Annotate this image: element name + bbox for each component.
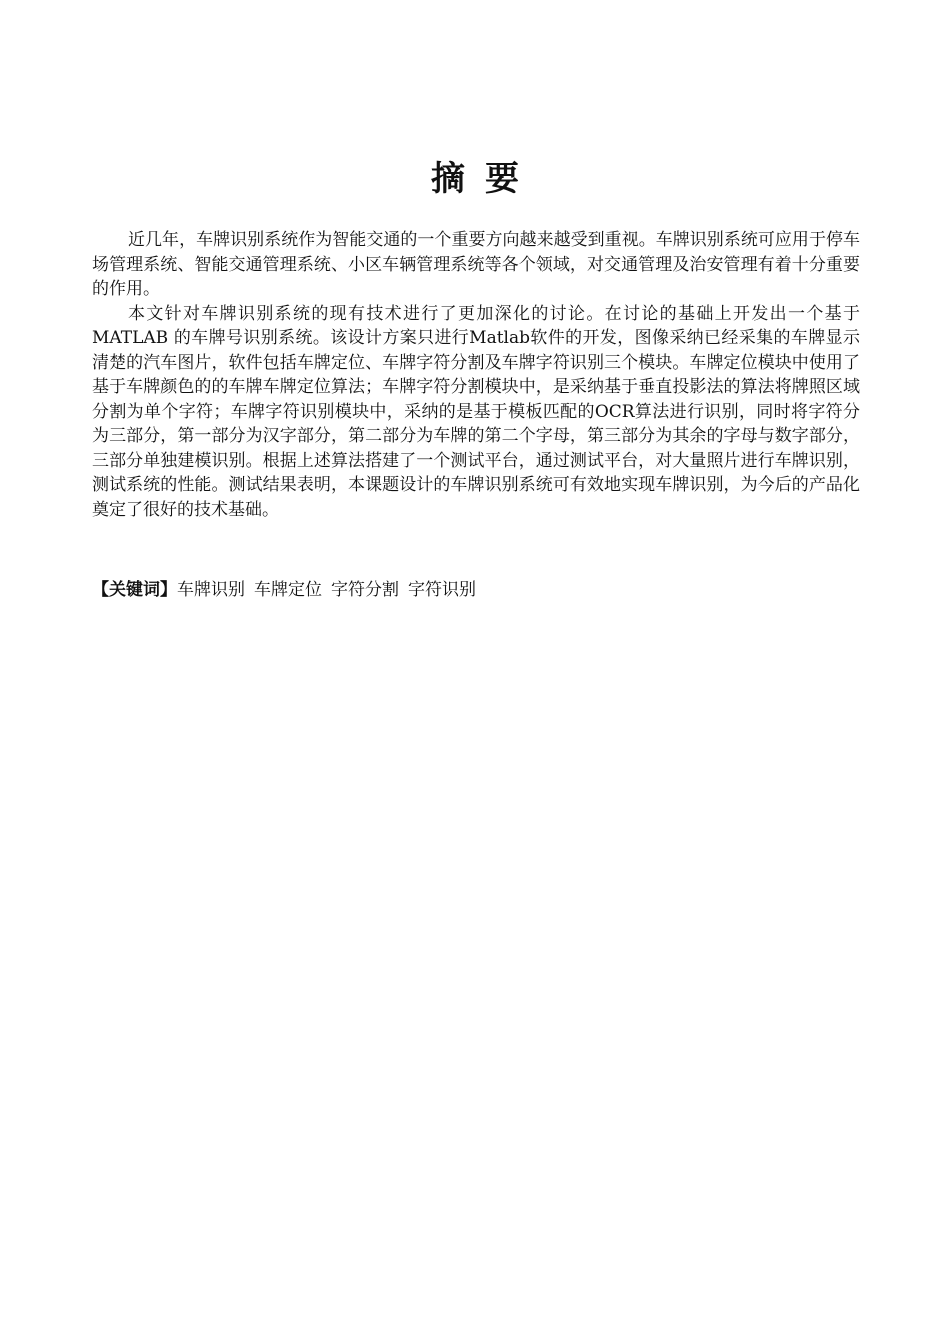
- keyword-item: 字符分割: [331, 580, 399, 600]
- abstract-paragraph-1: 近几年，车牌识别系统作为智能交通的一个重要方向越来越受到重视。车牌识别系统可应用于停车场管理系统、智能交通管理系统、小区车辆管理系统等各个领域，对交通管理及治安管理有着十分重要的作用。: [92, 230, 860, 299]
- keywords-line: [92, 578, 860, 602]
- keyword-item: 车牌定位: [254, 580, 322, 600]
- abstract-paragraph-2: 本文针对车牌识别系统的现有技术进行了更加深化的讨论。在讨论的基础上开发出一个基于MATLAB 的车牌号识别系统。该设计方案只进行Matlab软件的开发，图像采纳已经采集的车牌显示清楚的汽车图片，软件包括车牌定位、车牌字符分割及车牌字符识别三个模块。车牌定位模块中使用了基于车牌颜色的的车牌车牌定位算法；车牌字符分割模块中，是采纳基于垂直投影法的算法将牌照区域分割为单个字符；车牌字符识别模块中，采纳的是基于模板匹配的OCR算法进行识别，同时将字符分为三部分，第一部分为汉字部分，第二部分为车牌的第二个字母，第三部分为其余的字母与数字部分，三部分单独建模识别。根据上述算法搭建了一个测试平台，通过测试平台，对大量照片进行车牌识别，测试系统的性能。测试结果表明，本课题设计的车牌识别系统可有效地实现车牌识别，为今后的产品化奠定了很好的技术基础。: [92, 303, 860, 520]
- page-title: 摘要: [431, 159, 539, 199]
- abstract-body: [92, 228, 860, 522]
- keyword-item: 车牌识别: [177, 580, 245, 600]
- keyword-item: 字符识别: [408, 580, 476, 600]
- keywords-label: 【关键词】: [92, 580, 177, 600]
